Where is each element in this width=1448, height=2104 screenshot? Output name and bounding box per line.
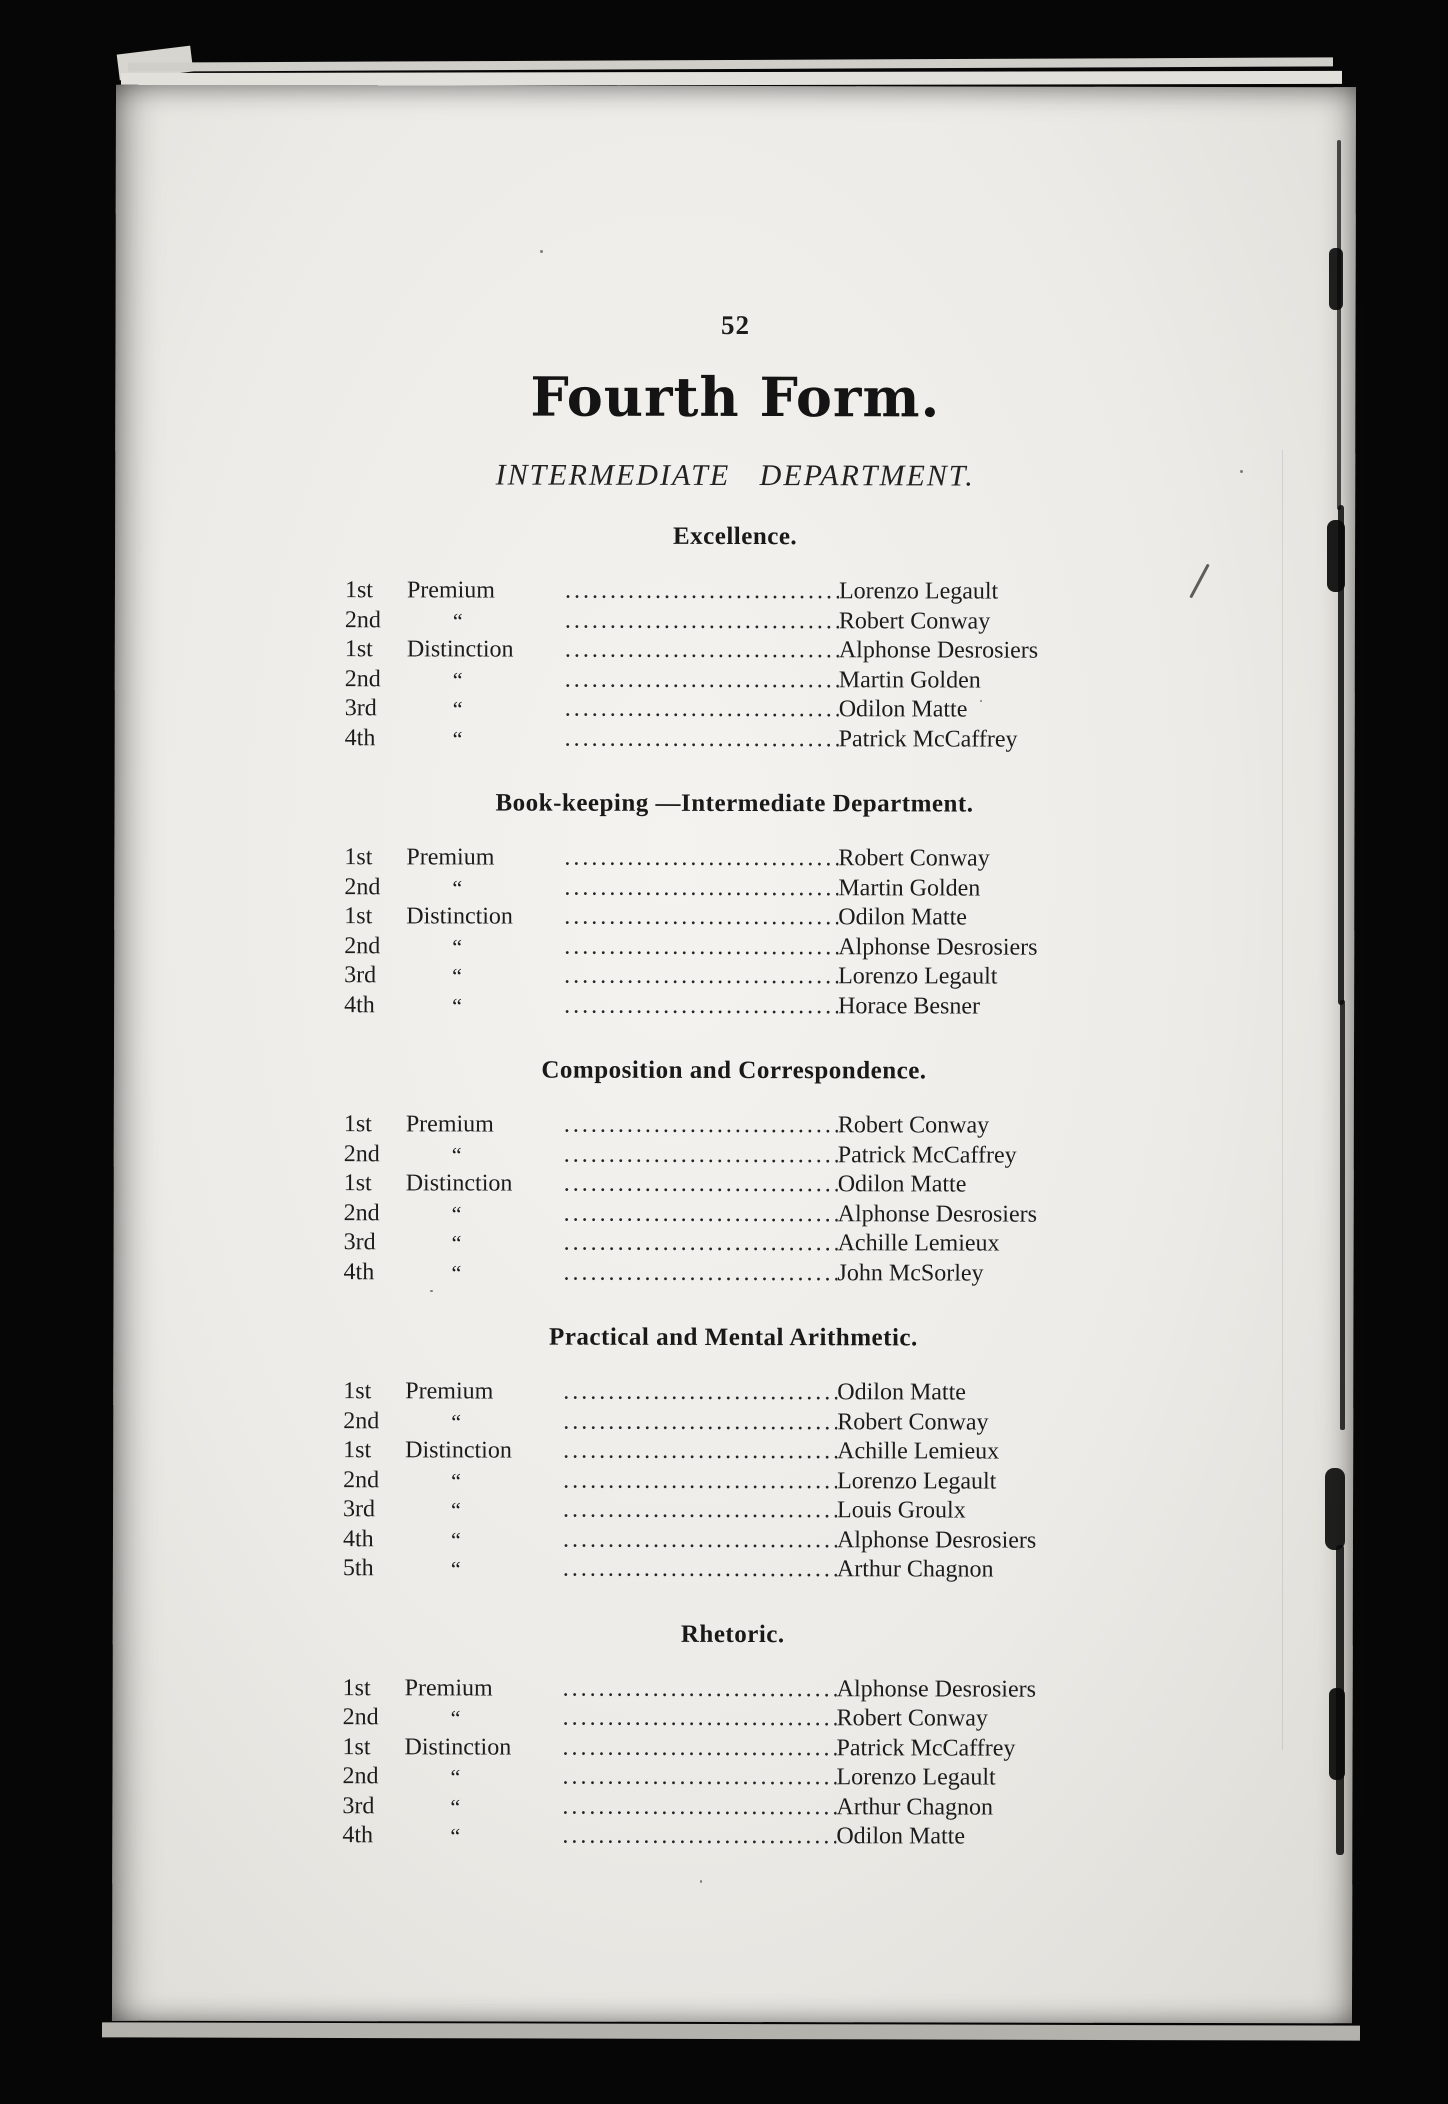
section-heading: Book-keeping —Intermediate Department.	[495, 789, 974, 818]
page-number: 52	[720, 309, 751, 341]
department-subtitle: INTERMEDIATE DEPARTMENT.	[495, 458, 975, 493]
entry-name: Lorenzo Legault	[837, 1467, 997, 1495]
entry-name: Arthur Chagnon	[836, 1556, 994, 1583]
entry-rank: 3rd	[343, 1496, 376, 1523]
entry-rank: 2nd	[344, 932, 381, 959]
entry-name: Alphonse Desrosiers	[838, 637, 1039, 664]
prize-section	[345, 522, 1125, 755]
entry-label: “	[451, 1200, 462, 1226]
entry-name: Patrick McCaffrey	[838, 725, 1018, 753]
dot-leader	[563, 1437, 837, 1467]
prize-entry-row	[343, 1703, 1123, 1734]
entry-rank: 3rd	[344, 962, 377, 989]
dot-leader	[565, 724, 839, 754]
prize-entry-row	[343, 1436, 1123, 1467]
section-heading: Rhetoric.	[680, 1620, 785, 1648]
dot-leader	[563, 1704, 837, 1734]
dot-leader	[564, 1199, 838, 1229]
entry-label: “	[452, 666, 463, 692]
entry-rank: 2nd	[342, 1704, 379, 1731]
entry-rank: 1st	[342, 1733, 371, 1760]
entry-name: Louis Groulx	[837, 1497, 966, 1524]
entry-name: Odilon Matte	[838, 696, 968, 723]
entry-name: Patrick McCaffrey	[837, 1141, 1017, 1169]
sections-container	[342, 522, 1125, 1852]
dot-leader	[564, 1229, 838, 1259]
dot-leader	[564, 873, 838, 903]
dot-leader	[564, 932, 838, 962]
dust-speck	[980, 700, 982, 702]
prize-entry-row	[343, 1407, 1123, 1438]
prize-entry-row	[344, 843, 1124, 874]
entry-name: Odilon Matte	[837, 1171, 967, 1198]
dot-leader	[564, 1111, 838, 1141]
dot-leader	[565, 606, 839, 636]
entry-rank: 4th	[344, 724, 376, 751]
dot-leader	[565, 577, 839, 607]
prize-entry-row	[344, 1258, 1124, 1289]
entry-label: “	[450, 1705, 461, 1731]
entry-rank: 4th	[343, 1258, 375, 1285]
entry-name: Horace Besner	[838, 992, 981, 1020]
entry-rank: 1st	[344, 577, 374, 604]
dot-leader	[563, 1407, 837, 1437]
entry-label: “	[450, 1823, 461, 1849]
entry-rank: 3rd	[342, 1792, 375, 1819]
entry-rank: 4th	[342, 1822, 374, 1849]
entry-rank: 4th	[344, 991, 375, 1018]
entry-rank: 1st	[342, 1674, 371, 1701]
entry-label: Premium	[404, 1674, 493, 1701]
entry-name: Robert Conway	[836, 1705, 988, 1732]
prize-section	[343, 1323, 1124, 1585]
entry-label: “	[452, 874, 463, 900]
entry-label: “	[452, 963, 462, 989]
prize-entry-row	[345, 635, 1125, 666]
entry-rank: 3rd	[343, 1229, 376, 1256]
entry-rank: 1st	[344, 844, 373, 871]
page-fold-line	[1282, 450, 1283, 1750]
entry-name: Lorenzo Legault	[838, 963, 998, 990]
dot-leader	[564, 962, 838, 992]
entry-name: John McSorley	[837, 1259, 984, 1287]
prize-entry-row	[343, 1377, 1123, 1408]
entry-name: Patrick McCaffrey	[836, 1734, 1016, 1762]
entry-label: Premium	[405, 1111, 494, 1138]
entry-rank: 1st	[344, 636, 373, 663]
entry-rank: 2nd	[344, 606, 381, 633]
entry-label: “	[451, 1497, 461, 1523]
dot-leader	[562, 1763, 836, 1793]
prize-entry-row	[343, 1554, 1123, 1585]
prize-entry-row	[344, 902, 1124, 933]
entry-label: “	[450, 1526, 461, 1552]
prize-entry-row	[345, 665, 1125, 696]
entry-name: Lorenzo Legault	[838, 578, 999, 605]
entry-label: Distinction	[404, 1733, 512, 1761]
prize-entry-row	[344, 1228, 1124, 1259]
dust-speck	[430, 1290, 433, 1292]
dot-leader	[563, 1496, 837, 1526]
section-heading: Practical and Mental Arithmetic.	[549, 1323, 918, 1352]
entry-name: Lorenzo Legault	[836, 1764, 996, 1791]
entry-label: “	[452, 696, 463, 722]
entry-name: Odilon Matte	[837, 1379, 966, 1406]
dot-leader	[565, 695, 839, 725]
entry-rank: 1st	[343, 1437, 372, 1464]
entry-label: Distinction	[406, 636, 514, 663]
stacked-page-edge-bottom	[102, 2022, 1360, 2040]
prize-entry-row	[344, 961, 1124, 992]
entry-name: Achille Lemieux	[837, 1438, 1000, 1465]
prize-entry-row	[344, 991, 1124, 1022]
dot-leader	[564, 1258, 838, 1288]
entry-label: Distinction	[406, 903, 513, 930]
entry-label: “	[451, 1408, 462, 1434]
stacked-page-edge	[128, 57, 1333, 71]
entry-rank: 5th	[342, 1555, 374, 1582]
dot-leader	[562, 1792, 836, 1822]
prize-entry-row	[342, 1762, 1122, 1793]
entry-label: “	[451, 1141, 462, 1167]
prize-entry-row	[343, 1733, 1123, 1764]
entry-name: Robert Conway	[838, 845, 990, 872]
prize-entry-row	[343, 1674, 1123, 1705]
prize-entry-row	[343, 1466, 1123, 1497]
entry-name: Alphonse Desrosiers	[836, 1675, 1037, 1703]
entry-name: Alphonse Desrosiers	[836, 1526, 1037, 1554]
dot-leader	[563, 1525, 837, 1555]
dot-leader	[562, 1822, 836, 1852]
binding-streak-faint	[1360, 300, 1362, 1820]
prize-entry-row	[342, 1792, 1122, 1823]
page-content	[342, 85, 1126, 1852]
dot-leader	[564, 991, 838, 1021]
entry-name: Arthur Chagnon	[836, 1793, 994, 1821]
prize-entry-row	[345, 606, 1125, 637]
dust-speck	[1240, 470, 1243, 473]
entry-label: “	[451, 1259, 462, 1285]
prize-section	[344, 789, 1124, 1022]
dust-speck	[700, 1880, 702, 1883]
entry-rank: 2nd	[344, 665, 381, 692]
stacked-page-edge	[121, 71, 1342, 86]
dot-leader	[563, 1466, 837, 1496]
dust-speck	[540, 250, 543, 253]
binding-blot	[1325, 1468, 1345, 1550]
prize-entry-row	[342, 1821, 1122, 1852]
dot-leader	[563, 1733, 837, 1763]
prize-entry-row	[343, 1495, 1123, 1526]
entry-name: Odilon Matte	[838, 904, 967, 931]
entry-rank: 2nd	[343, 1140, 380, 1167]
entry-name: Alphonse Desrosiers	[837, 1200, 1038, 1228]
prize-section	[344, 1056, 1124, 1289]
binding-streak	[1337, 140, 1341, 510]
entry-label: Distinction	[405, 1437, 512, 1464]
prize-entry-row	[344, 1140, 1124, 1171]
entry-label: “	[450, 1764, 461, 1790]
binding-blot	[1329, 1688, 1345, 1780]
dot-leader	[565, 665, 839, 695]
entry-name: Martin Golden	[838, 666, 981, 694]
entry-rank: 2nd	[343, 1199, 380, 1226]
section-heading: Composition and Correspondence.	[541, 1056, 927, 1085]
dot-leader	[565, 636, 839, 666]
dot-leader	[564, 844, 838, 874]
prize-entry-row	[344, 1199, 1124, 1230]
entry-rank: 1st	[343, 1170, 372, 1197]
prize-entry-row	[344, 932, 1124, 963]
entry-name: Alphonse Desrosiers	[838, 933, 1038, 961]
entry-name: Robert Conway	[837, 1408, 989, 1436]
entry-label: “	[451, 1230, 462, 1256]
prize-entry-row	[344, 1169, 1124, 1200]
prize-section	[342, 1620, 1122, 1853]
dot-leader	[563, 1378, 837, 1408]
page-title: Fourth Form.	[530, 364, 941, 430]
binding-blot	[1327, 520, 1345, 592]
entry-label: Premium	[406, 577, 495, 604]
entry-label: “	[450, 1556, 461, 1582]
entry-name: Robert Conway	[838, 607, 991, 635]
entry-rank: 2nd	[343, 1466, 380, 1493]
prize-entry-row	[345, 694, 1125, 725]
section-heading: Excellence.	[672, 522, 798, 551]
prize-entry-row	[344, 873, 1124, 904]
prize-entry-row	[344, 1110, 1124, 1141]
entry-label: “	[452, 607, 463, 633]
entry-rank: 1st	[344, 903, 373, 930]
entry-rank: 1st	[343, 1111, 372, 1138]
dot-leader	[564, 1170, 838, 1200]
entry-label: “	[451, 1467, 461, 1493]
entry-rank: 2nd	[344, 873, 381, 900]
entry-rank: 1st	[343, 1378, 372, 1405]
entry-label: Premium	[406, 844, 495, 871]
entry-name: Martin Golden	[838, 874, 981, 902]
book-page	[112, 85, 1356, 2024]
entry-label: Distinction	[405, 1170, 513, 1197]
entry-label: “	[452, 725, 463, 751]
entry-label: Premium	[405, 1378, 494, 1405]
entry-rank: 3rd	[344, 695, 377, 722]
dot-leader	[563, 1555, 837, 1585]
entry-rank: 4th	[342, 1525, 374, 1552]
entry-name: Robert Conway	[837, 1112, 990, 1139]
entry-label: “	[452, 933, 463, 959]
dot-leader	[564, 1140, 838, 1170]
prize-entry-row	[345, 576, 1125, 607]
dot-leader	[564, 903, 838, 933]
entry-rank: 2nd	[342, 1763, 379, 1790]
prize-entry-row	[345, 724, 1125, 755]
prize-entry-row	[343, 1525, 1123, 1556]
entry-label: “	[450, 1793, 461, 1819]
entry-name: Achille Lemieux	[837, 1230, 1000, 1257]
dot-leader	[563, 1674, 837, 1704]
entry-label: “	[452, 992, 462, 1018]
entry-rank: 2nd	[343, 1407, 380, 1434]
entry-name: Odilon Matte	[836, 1823, 966, 1850]
binding-blot	[1329, 248, 1343, 310]
binding-streak	[1340, 1000, 1345, 1430]
